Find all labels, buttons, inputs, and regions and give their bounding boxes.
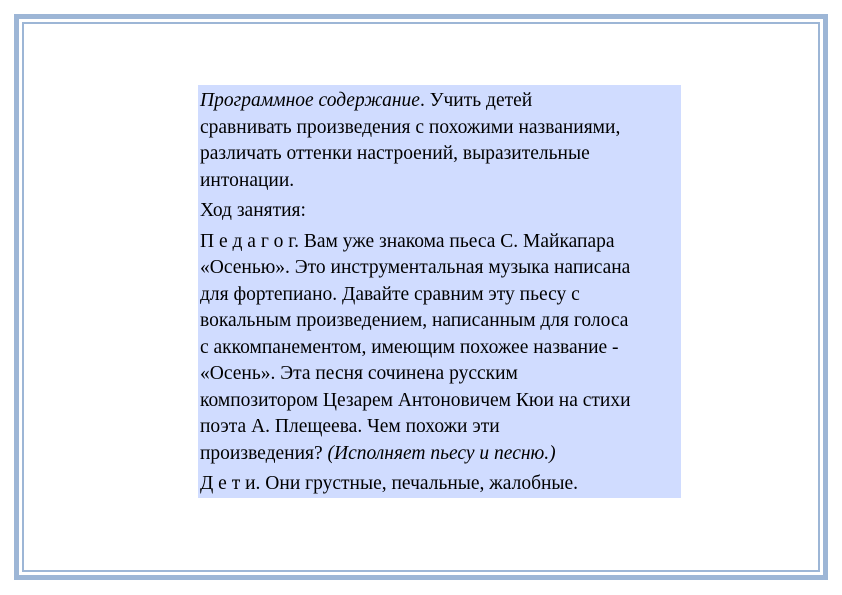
children-speaker-label: Д е т и. bbox=[200, 473, 261, 494]
program-content-text: . Учить детей сравнивать произведения с похожими названиями, различать оттенки настроений, выразительные интонации. bbox=[200, 90, 621, 191]
lesson-progress-heading: Ход занятия: bbox=[200, 200, 306, 221]
teacher-speaker-label: П е д а г о г. bbox=[200, 230, 299, 252]
program-content-paragraph bbox=[200, 88, 681, 194]
children-paragraph bbox=[200, 471, 681, 498]
stage-remark: (Исполняет пьесу и песню.) bbox=[327, 442, 556, 464]
teacher-paragraph bbox=[200, 229, 681, 468]
children-text: Они грустные, печальные, жалобные. bbox=[260, 473, 579, 494]
teacher-text: Вам уже знакома пьеса С. Майкапара «Осенью». Это инструментальная музыка написана для фортепиано. Давайте сравним эту пьесу с вокальным произведением, написанным для голоса с аккомпанементом, имеющим похожее название - «Осень». Эта песня сочинена русским композитором Цезарем Антоновичем Кюи на стихи поэта А. Плещеева. Чем похожи эти произведения? bbox=[200, 230, 631, 464]
program-content-heading: Программное содержание bbox=[200, 90, 420, 111]
lesson-text-box bbox=[198, 85, 681, 498]
